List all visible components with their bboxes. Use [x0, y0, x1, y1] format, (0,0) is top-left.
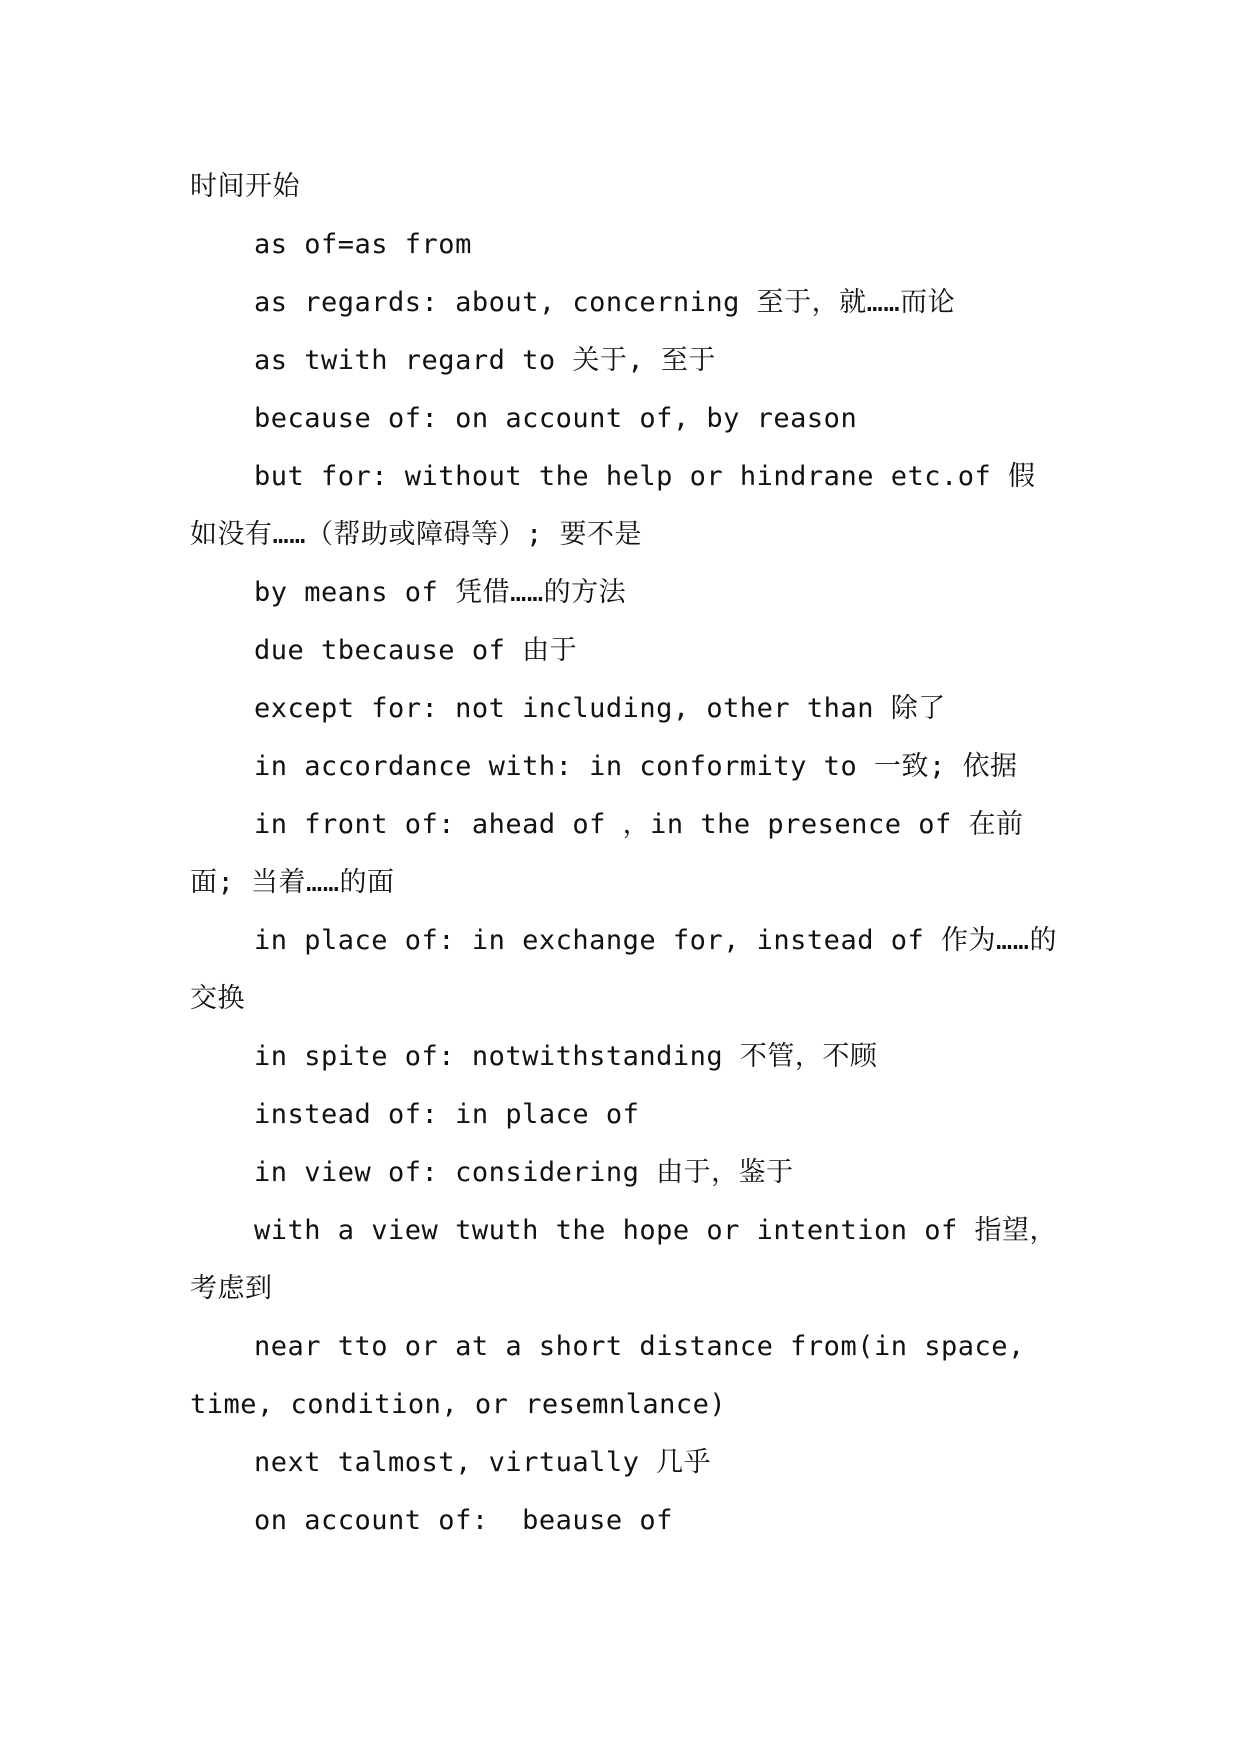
entry-but-for: but for: without the help or hindrane etc.of 假如没有……（帮助或障碍等）; 要不是	[190, 461, 1036, 550]
entry-in-front-of: in front of: ahead of ，in the presence of 在前面; 当着……的面	[190, 809, 1024, 898]
document-page	[190, 158, 1060, 1550]
entry-in-spite-of: in spite of: notwithstanding 不管，不顾	[254, 1041, 878, 1072]
entry-next-to: next talmost, virtually 几乎	[254, 1447, 712, 1478]
entry-in-view-of: in view of: considering 由于，鉴于	[254, 1157, 794, 1188]
entry-with-a-view-to: with a view twuth the hope or intention of 指望，考虑到	[190, 1215, 1057, 1304]
entry-because-of: because of: on account of, by reason	[254, 403, 858, 434]
entry-in-accordance-with: in accordance with: in conformity to 一致; 依据	[254, 751, 1018, 782]
paragraph-continuation: 时间开始	[190, 171, 300, 202]
entry-by-means-of: by means of 凭借……的方法	[254, 577, 627, 608]
entry-as-of: as of=as from	[254, 229, 472, 260]
entry-as-regards: as regards: about, concerning 至于，就……而论	[254, 287, 956, 318]
entry-instead-of: instead of: in place of	[254, 1099, 640, 1130]
entry-in-place-of: in place of: in exchange for, instead of 作为……的交换	[190, 925, 1057, 1014]
entry-due-to: due tbecause of 由于	[254, 635, 578, 666]
entry-near-to: near tto or at a short distance from(in space, time, condition, or resemnlance)	[190, 1331, 1042, 1420]
entry-except-for: except for: not including, other than 除了	[254, 693, 946, 724]
entry-on-account-of: on account of: beause of	[254, 1505, 673, 1536]
entry-as-twith-regard-to: as twith regard to 关于, 至于	[254, 345, 716, 376]
